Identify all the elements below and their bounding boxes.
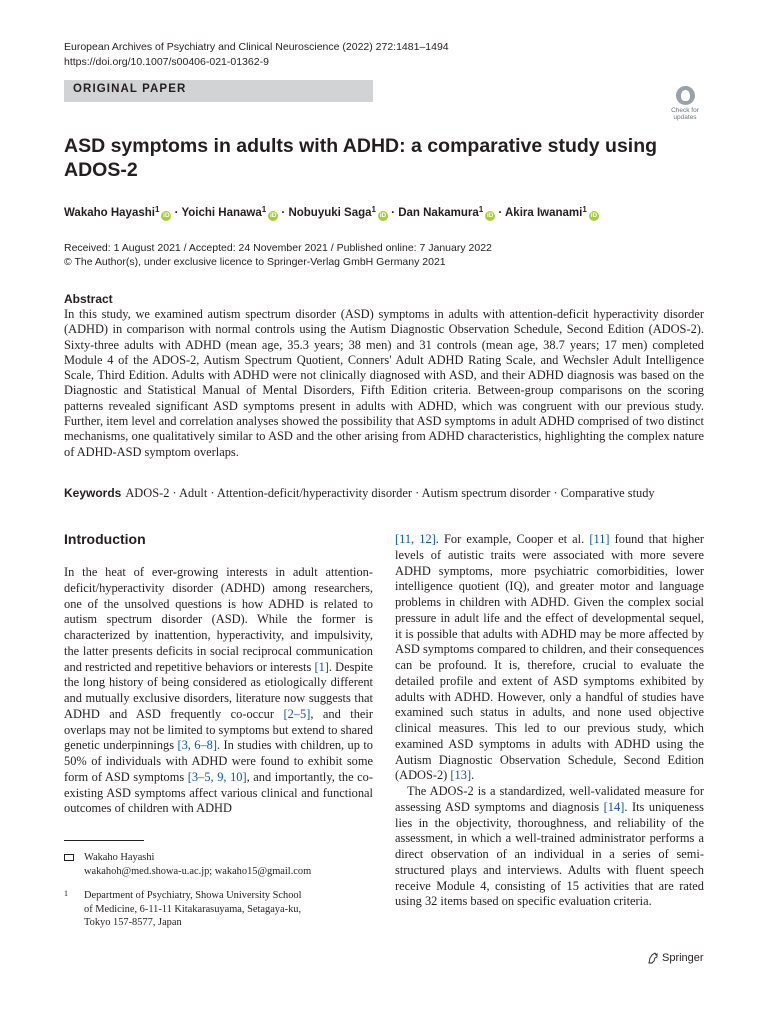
body-text: . For example, Cooper et al. xyxy=(435,532,590,546)
journal-header xyxy=(64,40,449,70)
body-text: found that higher levels of autistic traits were associated with more severe ADHD symptoms, more psychiatric comorbidities, lower intelligence quotient (IQ), and greater motor and language problems in children with ADHD. Given the complex social pressure in adult life and the effect of developmental sequel, it is possible that adults with ADHD may be more affected by ASD symptoms compared to children, and their consequences can be profound. It is, therefore, crucial to evaluate the detailed profile and extent of ASD symptoms exhibited by adults with ADHD. However, only a handful of studies have examined such status in adults, and none used objective clinical measures. This led to our previous study, which examined ASD symptoms in adults with ADHD using the Autism Diagnostic Observation Schedule, Second Edition (ADOS-2) xyxy=(395,532,705,783)
corr-email[interactable]: wakahoh@med.showa-u.ac.jp; wakaho15@gmail.com xyxy=(84,865,312,877)
footnote-divider xyxy=(64,840,144,841)
journal-citation: European Archives of Psychiatry and Clinical Neuroscience (2022) 272:1481–1494 xyxy=(64,41,449,53)
citation-link[interactable]: [2–5] xyxy=(283,706,311,721)
author-name[interactable]: Wakaho Hayashi xyxy=(64,207,155,219)
body-text: . Despite the long history of being considered as etiologically different and mutually exclusive disorders, literature now suggests that ADHD and ASD frequently co-occur xyxy=(64,659,373,721)
corr-author-name: Wakaho Hayashi xyxy=(84,852,155,863)
author-affiliation-mark: 1 xyxy=(582,205,587,214)
author-affiliation-mark: 1 xyxy=(154,205,160,214)
citation-link[interactable]: [11] xyxy=(589,532,610,546)
affil-line: Tokyo 157-8577, Japan xyxy=(84,917,182,928)
check-updates-icon xyxy=(676,86,695,105)
intro-paragraph-1 xyxy=(64,565,373,817)
paper-title: ASD symptoms in adults with ADHD: a comparative study using ADOS-2 xyxy=(64,135,658,181)
section-label-bar xyxy=(64,80,373,102)
affiliation-footnote xyxy=(64,889,302,930)
author-name[interactable]: Yoichi Hanawa xyxy=(181,207,262,219)
keywords-line xyxy=(64,485,655,501)
publication-dates xyxy=(64,241,492,269)
body-text: In the heat of ever-growing interests in adult attention-deficit/hyperactivity disorder (ADHD) among researchers, one of the unsolved questions is how ADHD is related to autism spectrum disorder (ASD). While the former is characterized by inattention, hyperactivity, and impulsivity, the latter presents deficits in social reciprocal communication and restricted and repetitive behaviors or interests xyxy=(64,565,373,674)
author-separator: · xyxy=(495,207,505,219)
citation-link[interactable]: [14] xyxy=(603,799,625,814)
author-separator: · xyxy=(278,207,289,219)
affil-line: Department of Psychiatry, Showa University School xyxy=(84,890,302,901)
abstract-heading: Abstract xyxy=(64,292,113,306)
doi-link[interactable]: https://doi.org/10.1007/s00406-021-01362-9 xyxy=(64,56,269,68)
check-updates-label: Check for updates xyxy=(671,107,699,121)
author-separator: · xyxy=(387,207,399,219)
author-affiliation-mark: 1 xyxy=(261,205,267,214)
copyright-line: © The Author(s), under exclusive licence to Springer-Verlag GmbH Germany 2021 xyxy=(64,256,446,268)
body-text: . Its uniqueness lies in the objectivity, thoroughness, and reliability of the assessment, in which a well-trained administrator performs a direct observation of an individual in a series of semi-structured plays and interviews. Adults with fluent speech receive Module 4, consisting of 15 activities that are rated using 32 items based on specific evaluation criteria. xyxy=(395,799,704,909)
keywords-label: Keywords xyxy=(64,486,122,500)
orcid-icon[interactable]: iD xyxy=(163,212,170,219)
check-for-updates-badge[interactable] xyxy=(665,84,705,124)
correspondence-footnote xyxy=(64,851,311,878)
body-text: , and importantly, the co-existing ASD symptoms affect various clinical and functional outcomes of children with ADHD xyxy=(64,769,373,816)
publisher-logo xyxy=(647,952,704,964)
body-text: , and their overlaps may not be limited to symptoms but extend to shared genetic underpinnings xyxy=(64,706,373,753)
right-column xyxy=(395,532,704,910)
affiliation-mark: 1 xyxy=(64,889,68,898)
intro-paragraph-1-cont xyxy=(395,532,704,784)
author-separator: · xyxy=(171,207,182,219)
introduction-heading: Introduction xyxy=(64,531,146,547)
left-column xyxy=(64,565,373,817)
envelope-icon xyxy=(64,851,80,865)
springer-horse-icon xyxy=(647,952,659,964)
author-affiliation-mark: 1 xyxy=(371,205,376,214)
author-affiliation-mark: 1 xyxy=(478,205,484,214)
author-name[interactable]: Akira Iwanami xyxy=(505,207,583,219)
affil-line: of Medicine, 6-11-11 Kitakarasuyama, Setagaya-ku, xyxy=(84,903,302,915)
orcid-icon[interactable]: iD xyxy=(379,212,387,219)
citation-link[interactable]: [3, 6–8] xyxy=(177,738,217,753)
publisher-name: Springer xyxy=(662,952,704,964)
author-name[interactable]: Dan Nakamura xyxy=(398,207,479,219)
abstract-section xyxy=(64,291,704,460)
dates-line: Received: 1 August 2021 / Accepted: 24 November 2021 / Published online: 7 January 2022 xyxy=(64,242,492,254)
body-text: The ADOS-2 is a standardized, well-validated measure for assessing ASD symptoms and diagnosis xyxy=(395,784,704,814)
orcid-icon[interactable]: iD xyxy=(486,212,494,219)
intro-paragraph-2 xyxy=(395,784,704,910)
orcid-icon[interactable]: iD xyxy=(269,212,277,219)
body-text: . In studies with children, up to 50% of individuals with ADHD were found to exhibit some form of ASD symptoms xyxy=(64,738,373,784)
abstract-text: In this study, we examined autism spectrum disorder (ASD) symptoms in adults with attention-deficit hyperactivity disorder (ADHD) in comparison with normal controls using the Autism Diagnostic Observation Schedule, Second Edition (ADOS-2). Sixty-three adults with ADHD (mean age, 35.3 years; 38 men) and 31 controls (mean age, 38.7 years; 17 men) completed Module 4 of the ADOS-2, Autism Spectrum Quotient, Conners' Adult ADHD Rating Scale, and Wechsler Adult Intelligence Scale, Third Edition. Adults with ADHD were not clinically diagnosed with ASD, and their ADHD diagnosis was based on the Diagnostic and Statistical Manual of Mental Disorders, Fifth Edition criteria. Between-group comparisons on the scoring patterns revealed significant ASD symptoms present in adults with ADHD, which was congruent with our previous study. Further, item level and correlation analyses showed the possibility that ASD symptoms in adult ADHD comprised of two distinct mechanisms, one qualitatively similar to ASD and the other arising from ADHD characteristics, highlighting the complex nature of ADHD-ASD symptom overlaps. xyxy=(64,307,704,459)
body-text: . xyxy=(471,768,475,783)
section-label: ORIGINAL PAPER xyxy=(73,83,187,95)
citation-link[interactable]: [1] xyxy=(314,659,329,674)
citation-link[interactable]: [13] xyxy=(450,768,472,783)
keywords-text: ADOS-2 · Adult · Attention-deficit/hyperactivity disorder · Autism spectrum disorder · Comparative study xyxy=(125,486,655,500)
author-name[interactable]: Nobuyuki Saga xyxy=(288,207,372,219)
orcid-icon[interactable]: iD xyxy=(590,212,598,219)
citation-link[interactable]: [11, 12] xyxy=(395,532,436,546)
citation-link[interactable]: [3–5, 9, 10] xyxy=(187,769,247,784)
author-list xyxy=(64,202,599,221)
